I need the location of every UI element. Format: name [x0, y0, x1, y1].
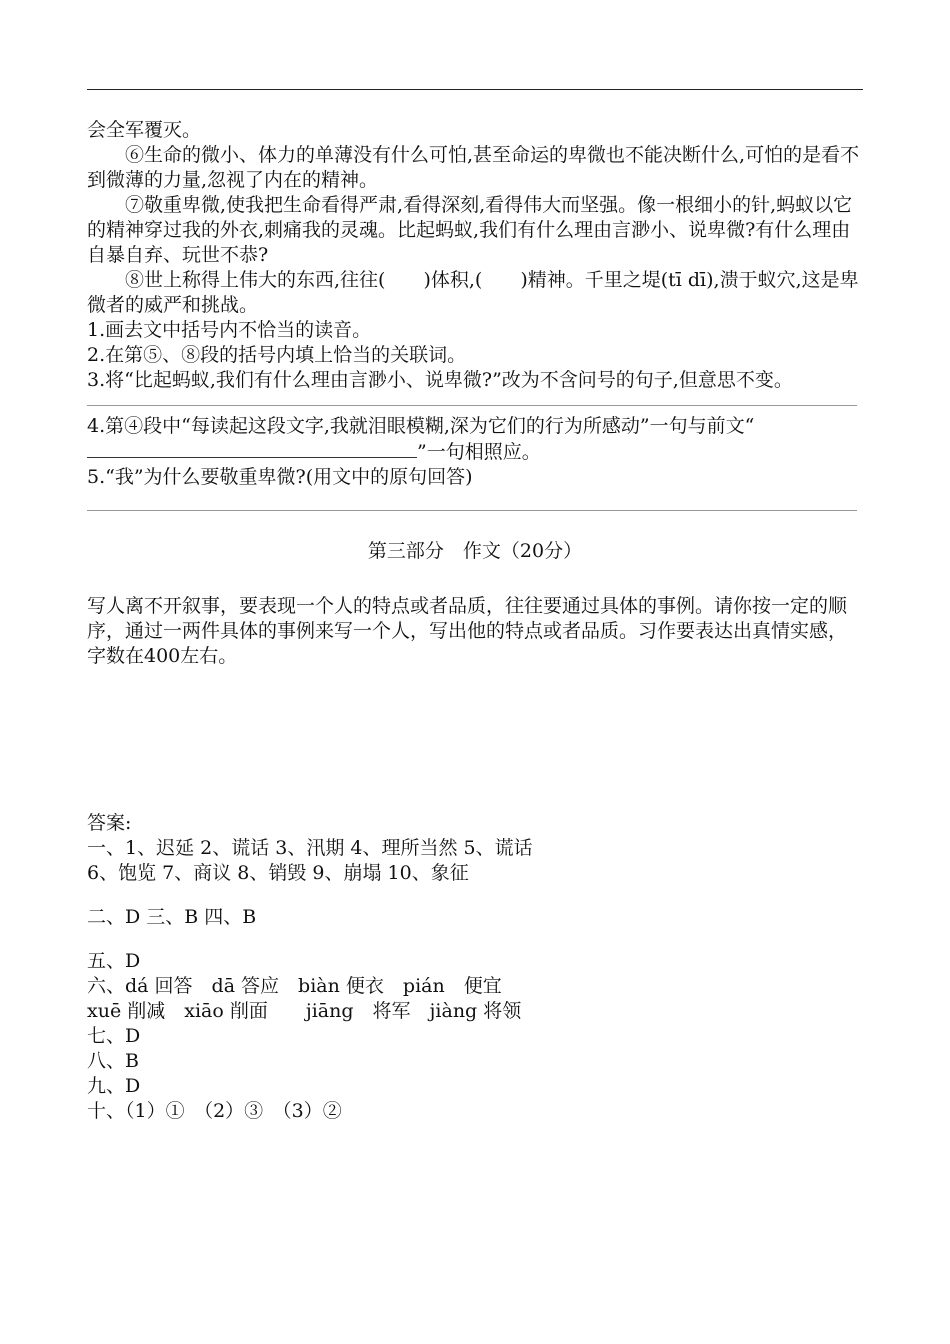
answer-line-8: 八、B — [87, 1050, 139, 1072]
question-4-part-a: 4.第④段中“每读起这段文字,我就泪眼模糊,深为它们的行为所感动”一句与前文“ — [87, 415, 755, 437]
header-rule — [87, 89, 863, 90]
question-3: 3.将“比起蚂蚁,我们有什么理由言渺小、说卑微?”改为不含问号的句子,但意思不变。 — [87, 369, 793, 391]
page-body — [87, 118, 863, 1124]
question-4 — [87, 414, 863, 465]
answer-title: 答案: — [87, 812, 132, 834]
answer-line-10: 十、（1）① （2）③ （3）② — [87, 1100, 342, 1122]
answer-line-9: 九、D — [87, 1075, 141, 1097]
answer-line-3: 二、D 三、B 四、B — [87, 906, 257, 928]
answer-blank-q4[interactable] — [87, 439, 417, 458]
composition-heading: 第三部分 作文（20分） — [367, 540, 583, 562]
answer-line-q3[interactable] — [87, 405, 857, 406]
passage-para-8: ⑧世上称得上伟大的东西,往往( )体积,( )精神。千里之堤(tī dī),溃于蚁穴,这是卑微者的威严和挑战。 — [87, 269, 859, 316]
question-2: 2.在第⑤、⑧段的括号内填上恰当的关联词。 — [87, 344, 467, 366]
answer-key — [87, 811, 863, 1124]
answer-line-2: 6、饱览 7、商议 8、销毁 9、崩塌 10、象征 — [87, 862, 469, 884]
question-4-part-b: ”一句相照应。 — [417, 441, 541, 463]
passage-line-top: 会全军覆灭。 — [87, 119, 202, 141]
passage-para-6: ⑥生命的微小、体力的单薄没有什么可怕,甚至命运的卑微也不能决断什么,可怕的是看不到微薄的力量,忽视了内在的精神。 — [87, 144, 860, 191]
passage-para-7: ⑦敬重卑微,使我把生命看得严肃,看得深刻,看得伟大而坚强。像一根细小的针,蚂蚁以它的精神穿过我的外衣,刺痛我的灵魂。比起蚂蚁,我们有什么理由言渺小、说卑微?有什么理由自暴自弃、玩世不恭? — [87, 194, 853, 266]
question-1: 1.画去文中括号内不恰当的读音。 — [87, 319, 372, 341]
question-5: 5.“我”为什么要敬重卑微?(用文中的原句回答) — [87, 466, 473, 488]
answer-line-5: 六、dá 回答 dā 答应 biàn 便衣 pián 便宜 — [87, 975, 502, 997]
answer-line-q5[interactable] — [87, 510, 857, 511]
composition-prompt: 写人离不开叙事，要表现一个人的特点或者品质，往往要通过具体的事例。请你按一定的顺序，通过一两件具体的事例来写一个人，写出他的特点或者品质。习作要表达出真情实感，字数在400左右。 — [87, 595, 848, 667]
answer-line-7: 七、D — [87, 1025, 141, 1047]
answer-line-4: 五、D — [87, 950, 141, 972]
answer-line-1: 一、1、迟延 2、谎话 3、汛期 4、理所当然 5、谎话 — [87, 837, 533, 859]
answer-line-6: xuē 削减 xiāo 削面 jiāng 将军 jiàng 将领 — [87, 1000, 522, 1022]
